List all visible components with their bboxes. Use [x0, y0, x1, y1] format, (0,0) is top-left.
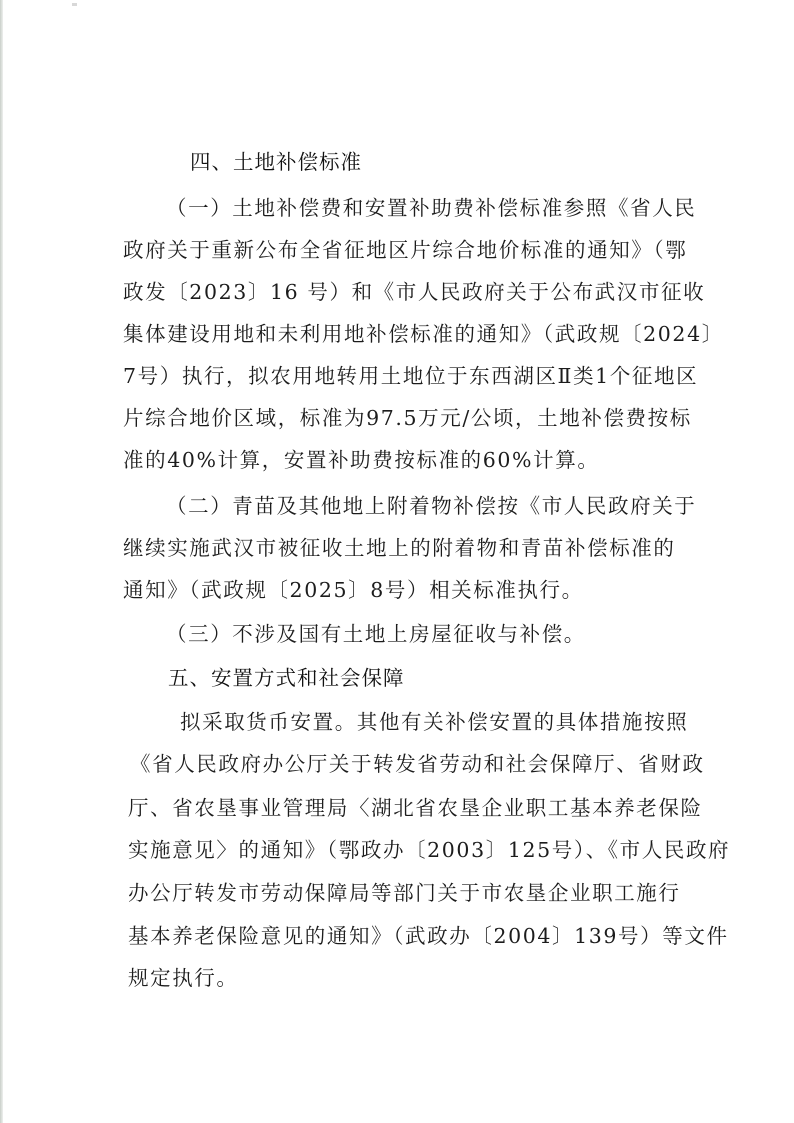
section-heading-land-compensation: 四、土地补偿标准	[190, 150, 362, 174]
text-line: 厅、省农垦事业管理局〈湖北省农垦企业职工基本养老保险	[128, 796, 703, 820]
text-line: （一）土地补偿费和安置补助费补偿标准参照《省人民	[166, 196, 697, 220]
text-line: 集体建设用地和未利用地补偿标准的通知》（武政规〔2024〕	[123, 322, 724, 346]
text-line: 规定执行。	[128, 966, 239, 990]
text-line: 政府关于重新公布全省征地区片综合地价标准的通知》（鄂	[123, 238, 688, 262]
text-line: （二）青苗及其他地上附着物补偿按《市人民政府关于	[166, 494, 697, 518]
text-line: 实施意见〉的通知》（鄂政办〔2003〕125号）、《市人民政府	[128, 838, 731, 862]
text-line: 基本养老保险意见的通知》（武政办〔2004〕139号）等文件	[128, 924, 729, 948]
section-heading-resettlement: 五、安置方式和社会保障	[168, 666, 405, 690]
text-line: （三）不涉及国有土地上房屋征收与补偿。	[166, 622, 586, 646]
text-line: 办公厅转发市劳动保障局等部门关于市农垦企业职工施行	[128, 881, 681, 905]
text-line: 政发〔2023〕16 号）和《市人民政府关于公布武汉市征收	[123, 280, 706, 304]
text-line: 片综合地价区域，标准为97.5万元/公顷，土地补偿费按标	[123, 406, 692, 430]
text-line: 拟采取货币安置。其他有关补偿安置的具体措施按照	[180, 710, 689, 734]
text-line: 《省人民政府办公厅关于转发省劳动和社会保障厅、省财政	[130, 752, 705, 776]
text-line: 通知》（武政规〔2025〕8号）相关标准执行。	[123, 578, 584, 602]
text-line: 继续实施武汉市被征收土地上的附着物和青苗补偿标准的	[123, 536, 676, 560]
text-line: 7号）执行，拟农用地转用土地位于东西湖区Ⅱ类1个征地区	[123, 364, 699, 388]
text-line: 准的40%计算，安置补助费按标准的60%计算。	[123, 448, 600, 472]
